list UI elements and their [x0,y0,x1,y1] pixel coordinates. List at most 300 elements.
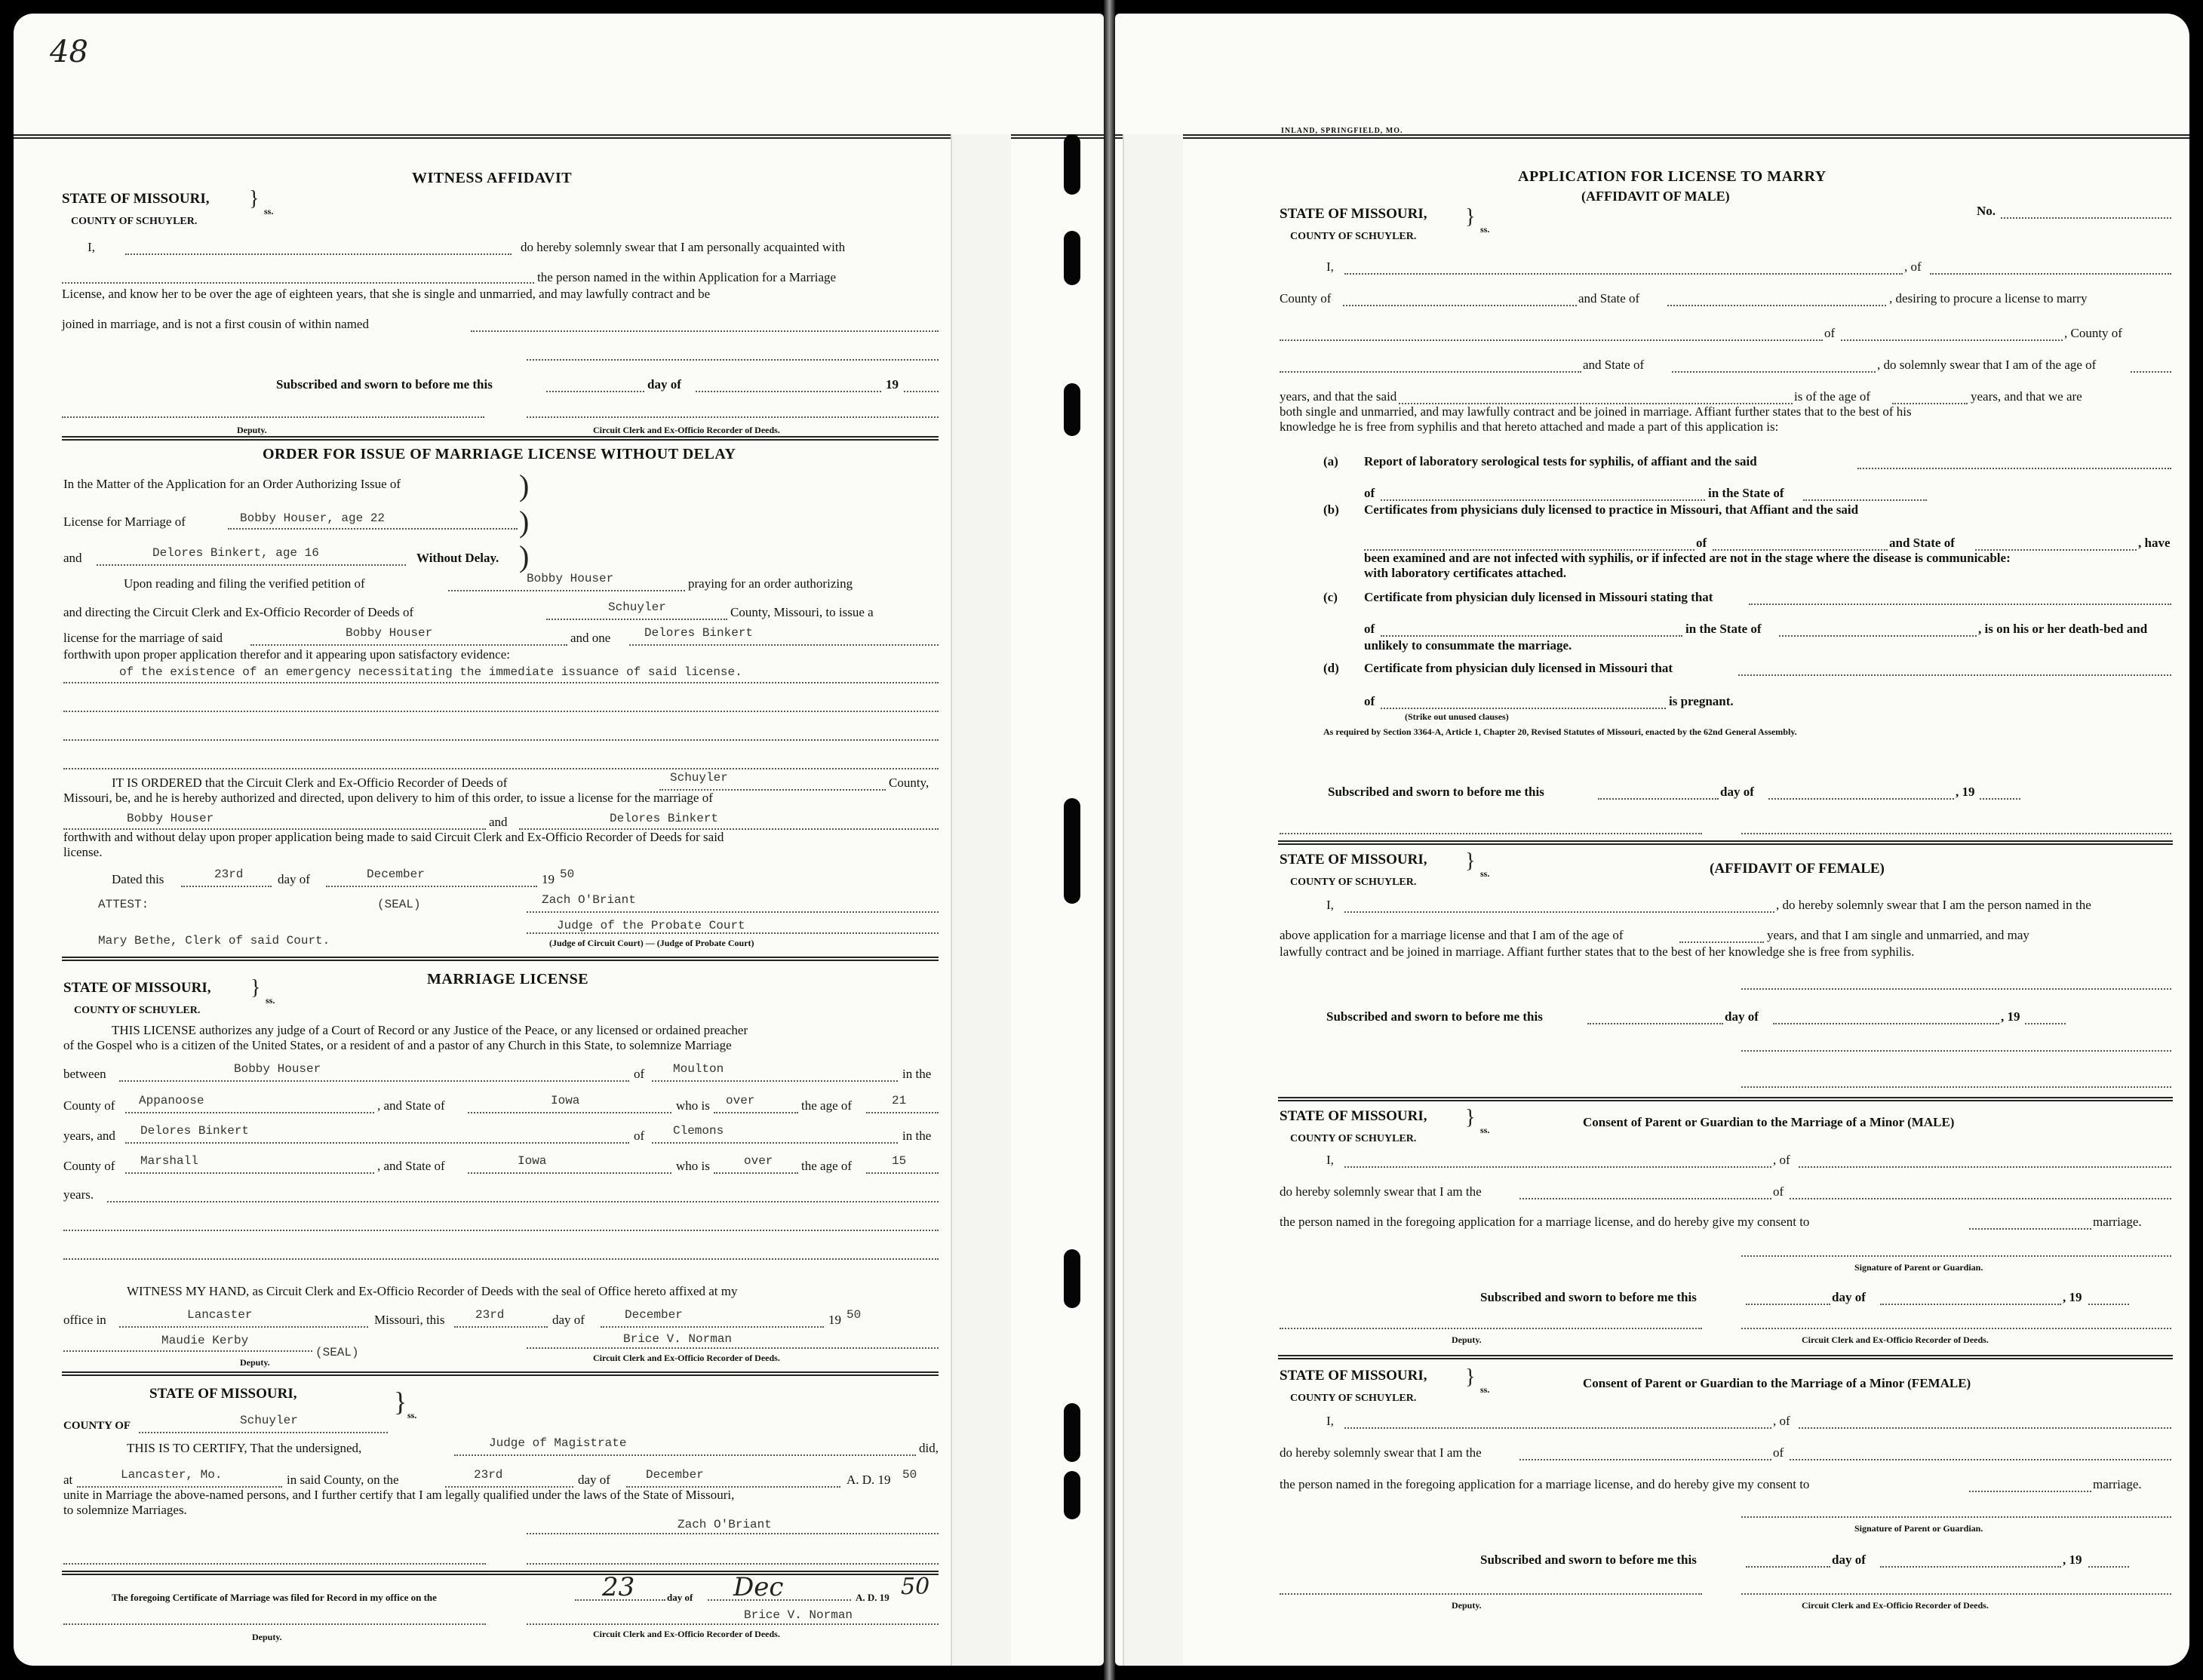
cm-sub-month-line [1880,1304,2061,1305]
cf-sig-line [1741,1516,2171,1518]
binder-hole [1064,134,1080,195]
cm-sub-day-line [1746,1304,1830,1305]
cert-signer-line [527,1533,939,1534]
license-female-town: Clemons [673,1124,724,1138]
license-office-in: office in [63,1313,106,1327]
cm-ss: ss. [1480,1125,1490,1135]
witness-state: STATE OF MISSOURI, [62,191,210,207]
cf-sub-year-line [2088,1566,2129,1568]
license-male-state: Iowa [551,1094,580,1107]
app-b-text: Certificates from physicians duly licensed to practice in Missouri, that Affiant and the said [1364,502,1859,517]
license-male-age-line [866,1112,939,1113]
order-day-of: day of [278,872,310,886]
brace: } [250,976,261,1000]
app-year: , 19 [1956,785,1975,799]
order-blank-line [63,768,939,769]
order-judge-caption: (Judge of Circuit Court) — (Judge of Probate Court) [549,938,754,948]
brace: } [1465,849,1476,873]
cm-title: Consent of Parent or Guardian to the Marriage of a Minor (MALE) [1583,1115,1955,1129]
order-judge-line [527,911,939,913]
license-blank-line [107,1201,939,1202]
app-b-text3: with laboratory certificates attached. [1364,566,1567,580]
license-rule [62,957,939,961]
cert-at: at [63,1473,73,1487]
app-a-text: Report of laboratory serological tests for syphilis, of affiant and the said [1364,454,1757,468]
filed-month: Dec [733,1572,784,1602]
order-year-suffix: 50 [560,868,575,881]
female-county: COUNTY OF SCHUYLER. [1290,877,1417,888]
witness-line4-fill [471,330,939,332]
cm-l3: the person named in the foregoing application for a marriage license, and do hereby give my consent to [1280,1215,1810,1229]
female-name-line [1344,911,1774,913]
app-sub-day-line [1598,798,1719,800]
cert-p1b: did, [919,1441,939,1455]
page-number: 48 [50,35,88,69]
order-female-name: Delores Binkert [644,626,754,640]
order-seal: (SEAL) [377,898,421,911]
app-subtitle: (AFFIDAVIT OF MALE) [1581,189,1730,204]
gutter-column [951,134,1011,1666]
female-l1: , do hereby solemnly swear that I am the person named in the [1776,898,2091,912]
brace: ) [519,505,530,539]
order-clerk-sig: Mary Bethe, Clerk of said Court. [98,934,330,947]
cf-sub-day-line [1746,1566,1830,1568]
cert-month: December [646,1468,704,1482]
order-dated: Dated this [112,872,164,886]
order-title: ORDER FOR ISSUE OF MARRIAGE LICENSE WITHOUT DELAY [263,446,736,462]
cf-of-line [1799,1427,2171,1429]
order-attest: ATTEST: [98,898,149,911]
consent-male-rule [1278,1097,2173,1101]
cf-ss: ss. [1480,1384,1490,1395]
order-petitioner-line [448,590,685,591]
order-rule [62,436,939,441]
filed-text: The foregoing Certificate of Marriage was filed for Record in my office on the [112,1592,437,1603]
license-clerk-line [527,1347,939,1349]
order-county-line [546,619,727,620]
cf-relation-line [1519,1459,1771,1460]
cert-ss: ss. [407,1410,417,1420]
witness-year: 19 [886,377,899,392]
order-dated-day: 23rd [214,868,244,881]
license-month: December [625,1308,683,1322]
license-witness: WITNESS MY HAND, as Circuit Clerk and Ex-Officio Recorder of Deeds with the seal of Office hereto affixed at my [127,1284,738,1298]
app-c: (c) [1323,590,1338,604]
brace: } [1465,1106,1476,1129]
order-ordered-female: Delores Binkert [610,812,719,825]
cm-of: , of [1773,1153,1790,1167]
binder-hole [1064,231,1080,285]
filed-clerk-name: Brice V. Norman [744,1608,853,1622]
cm-county: COUNTY OF SCHUYLER. [1290,1133,1417,1144]
order-judge-name: Zach O'Briant [542,893,636,907]
license-who-is: who is [676,1098,710,1113]
license-and-state2: , and State of [377,1159,445,1173]
filed-year: 50 [901,1574,930,1600]
license-of2: of [634,1129,645,1143]
app-l7: knowledge he is free from syphilis and that hereto attached and made a part of this application is: [1280,419,1779,434]
app-l5b: is of the age of [1794,389,1871,404]
app-bride-state-line [1672,371,1876,373]
license-female-age-line [866,1172,939,1174]
cm-day-of: day of [1832,1290,1866,1304]
order-female-name-line [629,644,939,646]
license-male: Bobby Houser [234,1062,321,1076]
order-p1a: Upon reading and filing the verified petition of [124,576,365,591]
license-male-town-line [652,1080,898,1082]
license-female-state-line [468,1172,671,1174]
license-office-town: Lancaster [187,1308,253,1322]
brace: } [394,1387,407,1417]
binder-hole [1064,383,1080,436]
app-i: I, [1326,260,1334,274]
app-clerk-line [1741,833,2171,834]
right-page [1115,14,2189,1666]
app-a-line [1857,468,2171,469]
license-county: COUNTY OF SCHUYLER. [74,1005,201,1016]
app-d: (d) [1323,661,1339,675]
license-p2: of the Gospel who is a citizen of the United States, or a resident of and a pastor of any Church in this State, to solemnize Marriage [63,1038,732,1052]
top-rule [1115,134,2189,139]
license-blank-line [63,1230,939,1231]
cert-p1a: THIS IS TO CERTIFY, That the undersigned, [127,1441,362,1455]
cert-blank-line [63,1563,486,1565]
cert-county: Schuyler [240,1414,298,1427]
filed-clerk: Circuit Clerk and Ex-Officio Recorder of Deeds. [593,1629,780,1639]
witness-year-line [904,391,939,392]
license-male-town: Moulton [673,1062,724,1076]
brace: } [1465,205,1476,229]
license-year-prefix: 19 [828,1313,841,1327]
binder-hole [1064,1471,1080,1519]
printer-mark: INLAND, SPRINGFIELD, MO. [1281,127,1403,135]
female-sig-line [1741,988,2171,990]
app-a-of-line [1381,499,1705,501]
female-subscribed: Subscribed and sworn to before me this [1326,1009,1543,1024]
cert-town: Lancaster, Mo. [121,1468,223,1482]
witness-line2-fill [62,282,534,284]
app-b-have: , have [2138,536,2171,550]
app-l6: both single and unmarried, and may lawfully contract and be joined in marriage. Affiant further states that to the best of his [1280,404,1912,419]
binder-hole [1064,798,1080,904]
witness-clerk-line [527,416,939,418]
cm-of2: of [1773,1184,1784,1199]
license-male-county-line [125,1112,374,1113]
app-l4a: and State of [1583,358,1645,372]
cm-relation-line [1519,1198,1771,1199]
female-l2b: years, and that I am single and unmarried, and may [1767,928,2029,942]
order-ordered-county: Schuyler [670,771,728,785]
cert-ad: A. D. 19 [846,1473,891,1487]
female-day-of: day of [1725,1009,1759,1024]
app-c-line [1749,604,2171,605]
license-ss: ss. [266,995,275,1006]
app-name-line [1344,273,1903,275]
order-l2: License for Marriage of [63,514,186,529]
cert-county-line [139,1432,388,1433]
order-year-prefix: 19 [542,872,555,886]
license-county-of: County of [63,1098,115,1113]
app-l4b: , do solemnly swear that I am of the age of [1877,358,2097,372]
cm-deputy: Deputy. [1452,1334,1482,1345]
order-male: Bobby Houser, age 22 [240,511,386,525]
license-county-of2: County of [63,1159,115,1173]
female-clerk-line [1741,1050,2171,1052]
order-female: Delores Binkert, age 16 [152,546,319,560]
order-ordered4: license. [63,845,103,859]
order-male-name-line [250,644,567,646]
app-l5c: years, and that we are [1971,389,2082,404]
binder-hole [1064,1249,1080,1308]
female-title: (AFFIDAVIT OF FEMALE) [1710,861,1885,877]
app-b-of: of [1696,536,1707,550]
order-male-line [228,528,518,530]
order-judge-line2 [527,932,939,934]
app-no-line [2001,217,2171,219]
license-day-of: day of [552,1313,585,1327]
license-between: between [63,1067,106,1081]
cert-year: 50 [902,1468,917,1482]
license-female-over-line [714,1172,798,1174]
license-day-line [454,1326,548,1328]
license-day: 23rd [475,1308,505,1322]
app-strike: (Strike out unused clauses) [1405,711,1509,722]
cm-clerk-line [1741,1328,2171,1329]
female-year: , 19 [2001,1009,2020,1024]
app-deputy-line [1280,833,1702,834]
cf-l2: do hereby solemnly swear that I am the [1280,1445,1482,1460]
cf-of2: of [1773,1445,1784,1460]
witness-line3: License, and know her to be over the age of eighteen years, that she is single and unmarried, and may lawfully contract and be [62,287,711,301]
cf-l3: the person named in the foregoing application for a marriage license, and do hereby give my consent to [1280,1477,1810,1491]
filed-ad: A. D. 19 [856,1592,889,1603]
filed-day-of: day of [667,1592,693,1603]
app-d-text: Certificate from physician duly licensed in Missouri that [1364,661,1673,675]
license-female-over: over [744,1154,773,1168]
app-c-state: in the State of [1685,622,1762,636]
female-rule [1278,840,2173,845]
cm-of2-line [1790,1198,2171,1199]
app-b-state: and State of [1889,536,1955,550]
order-p3b: and one [570,631,611,645]
app-c-text2: unlikely to consummate the marriage. [1364,638,1572,653]
cm-clerk: Circuit Clerk and Ex-Officio Recorder of Deeds. [1802,1334,1989,1345]
license-p1: THIS LICENSE authorizes any judge of a Court of Record or any Justice of the Peace, or any licensed or ordained preacher [112,1023,748,1037]
order-dated-month-line [326,886,537,887]
app-title: APPLICATION FOR LICENSE TO MARRY [1518,168,1827,185]
brace: ) [519,539,530,573]
order-blank-line [63,711,939,712]
female-deputy-line [1741,1086,2171,1088]
app-l3a: of [1824,326,1836,340]
license-deputy-line [63,1350,312,1352]
license-male-county: Appanoose [139,1094,204,1107]
cert-in-said: in said County, on the [287,1473,399,1487]
gutter-column [1123,134,1183,1666]
app-of: , of [1904,260,1922,274]
license-in-the2: in the [902,1129,932,1143]
order-blank-line [63,739,939,741]
female-sub-month-line [1773,1023,1999,1024]
binder-hole [1064,1403,1080,1462]
license-male-line [119,1080,629,1082]
cert-day: 23rd [474,1468,503,1482]
app-required: As required by Section 3364-A, Article 1, Chapter 20, Revised Statutes of Missouri, enacted by the 62nd General Assembly. [1323,726,1797,737]
cert-p3: to solemnize Marriages. [63,1503,187,1517]
license-deputy-name: Maudie Kerby [161,1334,249,1347]
license-who-is2: who is [676,1159,710,1173]
app-a-state-line [1803,499,1927,501]
female-i: I, [1326,898,1334,912]
app-day-of: day of [1720,785,1754,799]
female-sub-year-line [2025,1023,2066,1024]
app-c-bed: , is on his or her death-bed and [1978,622,2148,636]
order-ordered3: forthwith and without delay upon proper application being made to said Circuit Clerk and Ex-Officio Recorder of Deeds for said [63,830,724,844]
app-a-of: of [1364,486,1375,500]
app-d-preg: is pregnant. [1669,694,1734,708]
license-male-state-line [468,1112,671,1113]
license-female-county-line [125,1172,374,1174]
order-judge-title: Judge of the Probate Court [557,919,745,932]
cm-l2: do hereby solemnly swear that I am the [1280,1184,1482,1199]
witness-county: COUNTY OF SCHUYLER. [71,216,198,227]
license-female-age: 15 [892,1154,907,1168]
witness-deputy: Deputy. [237,425,267,435]
top-rule [14,134,1104,139]
app-a-state: in the State of [1708,486,1784,500]
cert-officiant: Judge of Magistrate [489,1436,627,1450]
license-title: MARRIAGE LICENSE [427,971,589,987]
license-the-age-of2: the age of [801,1159,853,1173]
app-l5a: years, and that the said [1280,389,1397,404]
cf-county: COUNTY OF SCHUYLER. [1290,1393,1417,1404]
cf-clerk: Circuit Clerk and Ex-Officio Recorder of Deeds. [1802,1600,1989,1611]
cf-deputy: Deputy. [1452,1600,1482,1611]
cm-i: I, [1326,1153,1334,1167]
cert-p2: unite in Marriage the above-named persons, and I further certify that I am legally qualified under the laws of the State of Missouri, [63,1488,735,1502]
cf-i: I, [1326,1414,1334,1428]
license-female-line [125,1142,629,1144]
cm-consent-line [1969,1228,2091,1230]
order-l1: In the Matter of the Application for an Order Authorizing Issue of [63,477,401,491]
female-sub-day-line [1587,1023,1723,1024]
license-male-over-line [714,1112,798,1113]
certificate-rule [62,1371,939,1376]
order-and: and [63,551,82,565]
witness-title: WITNESS AFFIDAVIT [412,170,573,186]
app-d-of: of [1364,694,1375,708]
license-the-age-of: the age of [801,1098,853,1113]
order-p3a: license for the marriage of said [63,631,223,645]
cm-deputy-line [1280,1328,1702,1329]
license-of: of [634,1067,645,1081]
cf-marriage: marriage. [2093,1477,2142,1491]
witness-day-of: day of [647,377,681,392]
witness-deputy-line [62,416,484,418]
cf-sub-month-line [1880,1566,2061,1568]
app-county-line [1343,305,1577,306]
witness-clerk: Circuit Clerk and Ex-Officio Recorder of Deeds. [593,425,780,435]
license-clerk: Circuit Clerk and Ex-Officio Recorder of Deeds. [593,1353,780,1363]
app-of-line [1930,273,2171,275]
witness-line2: the person named in the within Application for a Marriage [537,270,837,284]
license-and-state: , and State of [377,1098,445,1113]
license-state: STATE OF MISSOURI, [63,980,211,996]
brace: } [249,187,260,210]
app-state-line [1667,305,1886,306]
cert-signer: Zach O'Briant [677,1518,772,1531]
app-state: STATE OF MISSOURI, [1280,206,1427,222]
license-clerk-name: Brice V. Norman [623,1332,733,1346]
app-county: COUNTY OF SCHUYLER. [1290,231,1417,242]
app-b-text2: been examined and are not infected with syphilis, or if infected are not in the stage where the disease is communicable: [1364,551,2011,565]
witness-extra-line [527,359,939,361]
order-p2a: and directing the Circuit Clerk and Ex-Officio Recorder of Deeds of [63,605,414,619]
cm-name-line [1344,1166,1771,1168]
app-subscribed: Subscribed and sworn to before me this [1328,785,1544,799]
order-ordered-male: Bobby Houser [127,812,214,825]
license-in-the: in the [902,1067,932,1081]
witness-month-line [696,391,881,392]
license-years-and: years, and [63,1129,115,1143]
order-petitioner: Bobby Houser [527,572,614,585]
filed-clerk-line [527,1623,939,1625]
cm-sig-line [1741,1255,2171,1257]
license-male-age: 21 [892,1094,907,1107]
witness-line4: joined in marriage, and is not a first cousin of within named [62,317,369,331]
female-age-line [1679,941,1764,943]
order-ordered1b: County, [889,776,929,790]
app-bride-of-line [1841,339,2063,341]
cf-deputy-line [1280,1593,1702,1595]
order-evidence: of the existence of an emergency necessitating the immediate issuance of said license. [119,665,742,679]
witness-line1: do hereby solemnly swear that I am personally acquainted with [521,240,846,254]
cm-subscribed: Subscribed and sworn to before me this [1480,1290,1697,1304]
app-ss: ss. [1480,224,1490,235]
cf-consent-line [1969,1491,2091,1492]
cf-year: , 19 [2063,1553,2082,1567]
app-bride-county-line [1280,371,1581,373]
app-no: No. [1977,204,1996,218]
filed-deputy-line [63,1623,486,1625]
cert-state: STATE OF MISSOURI, [149,1386,297,1402]
filed-deputy: Deputy. [252,1632,282,1642]
app-l2b: and State of [1578,291,1640,306]
order-p1b: praying for an order authorizing [688,576,853,591]
witness-subscribed: Subscribed and sworn to before me this [276,377,493,392]
cf-state: STATE OF MISSOURI, [1280,1368,1427,1384]
cf-sig: Signature of Parent or Guardian. [1854,1523,1983,1534]
app-c-state-line [1779,635,1977,637]
app-c-of: of [1364,622,1375,636]
cm-year: , 19 [2063,1290,2082,1304]
consent-female-rule [1278,1355,2173,1359]
app-c-text: Certificate from physician duly licensed in Missouri stating that [1364,590,1713,604]
cm-state: STATE OF MISSOURI, [1280,1108,1427,1124]
cert-blank-line [527,1563,939,1565]
witness-ss: ss. [264,206,274,217]
order-without-delay: Without Delay. [416,551,499,565]
app-age-line [2131,371,2171,373]
brace: } [1465,1365,1476,1389]
brace: ) [519,468,530,502]
order-and2: and [489,815,508,829]
order-ordered1a: IT IS ORDERED that the Circuit Clerk and Ex-Officio Recorder of Deeds of [112,776,508,790]
cm-of-line [1799,1166,2171,1168]
app-a: (a) [1323,454,1338,468]
order-female-line [97,564,406,566]
order-male-name: Bobby Houser [346,626,433,640]
